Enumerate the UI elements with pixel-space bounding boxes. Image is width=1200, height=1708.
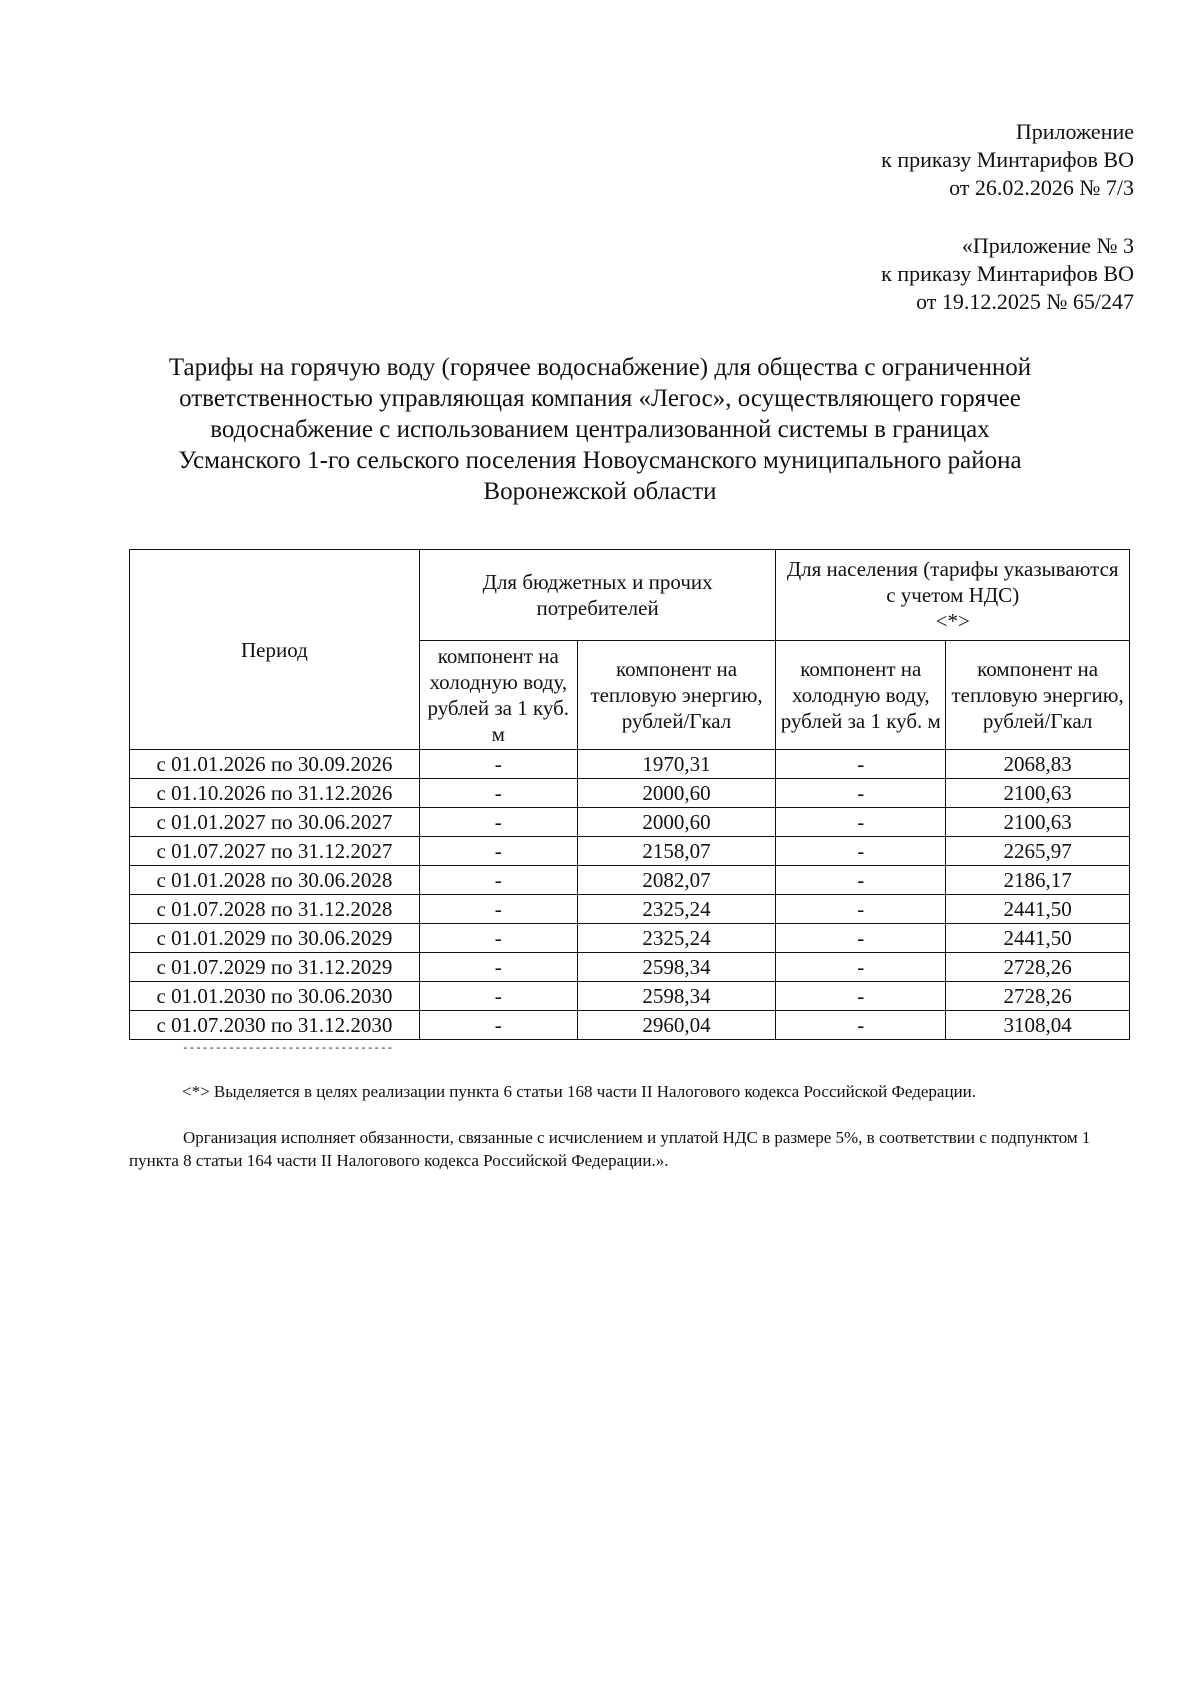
vat-paragraph: Организация исполняет обязанности, связанные с исчислением и уплатой НДС в размере 5%, в соответствии с подпунктом 1 пункта 8 статьи 164 части II Налогового кодекса Российской Федерации.». [129, 1128, 1091, 1170]
period-header: Период [130, 550, 420, 750]
period-cell: с 01.01.2030 по 30.06.2030 [130, 982, 420, 1011]
population-header [776, 550, 1130, 641]
table-row [130, 982, 1130, 1011]
population-heat-cell: 2068,83 [946, 750, 1130, 779]
population-heat-cell: 2100,63 [946, 808, 1130, 837]
table-row [130, 953, 1130, 982]
population-heat-cell: 3108,04 [946, 1011, 1130, 1040]
population-heat-cell: 2728,26 [946, 982, 1130, 1011]
population-heat-cell: 2441,50 [946, 924, 1130, 953]
budget-cold-cell: - [419, 924, 577, 953]
budget-heat-cell: 2325,24 [577, 895, 776, 924]
appendix-label: Приложение [1015, 119, 1134, 144]
budget-cold-cell: - [419, 895, 577, 924]
population-heat-cell: 2728,26 [946, 953, 1130, 982]
budget-heat-cell: 2000,60 [577, 779, 776, 808]
header-text: Для населения (тарифы указываются с учетом НДС) [786, 557, 1119, 607]
header-text: Для бюджетных и прочих потребителей [482, 570, 713, 620]
population-cold-cell: - [776, 779, 946, 808]
period-cell: с 01.01.2027 по 30.06.2027 [130, 808, 420, 837]
appendix-label: «Приложение № 3 [961, 233, 1134, 258]
period-cell: с 01.01.2029 по 30.06.2029 [130, 924, 420, 953]
order-reference: к приказу Минтарифов ВО [881, 261, 1134, 286]
period-cell: с 01.07.2027 по 31.12.2027 [130, 837, 420, 866]
population-cold-cell: - [776, 837, 946, 866]
budget-heat-cell: 2325,24 [577, 924, 776, 953]
table-row [130, 837, 1130, 866]
budget-heat-cell: 2960,04 [577, 1011, 776, 1040]
population-cold-cell: - [776, 1011, 946, 1040]
tariffs-table [129, 549, 1130, 1040]
budget-cold-cell: - [419, 779, 577, 808]
document-title [120, 352, 1080, 507]
population-cold-cell: - [776, 895, 946, 924]
order-date-number: от 19.12.2025 № 65/247 [916, 289, 1134, 314]
budget-cold-cell: - [419, 750, 577, 779]
population-cold-cell: - [776, 866, 946, 895]
population-cold-cell: - [776, 808, 946, 837]
footnote: <*> Выделяется в целях реализации пункта 6 статьи 168 части II Налогового кодекса Российской Федерации. [182, 1082, 977, 1101]
appendix-header-original [881, 232, 1134, 316]
budget-heat-energy-header: компонент на тепловую энергию, рублей/Гкал [577, 641, 776, 750]
budget-consumers-header [419, 550, 776, 641]
budget-heat-cell: 2598,34 [577, 953, 776, 982]
population-cold-cell: - [776, 750, 946, 779]
population-cold-cell: - [776, 982, 946, 1011]
table-row [130, 1011, 1130, 1040]
table-row [130, 779, 1130, 808]
order-reference: к приказу Минтарифов ВО [881, 147, 1134, 172]
period-cell: с 01.01.2026 по 30.09.2026 [130, 750, 420, 779]
population-cold-water-header: компонент на холодную воду, рублей за 1 куб. м [776, 641, 946, 750]
budget-cold-cell: - [419, 808, 577, 837]
budget-heat-cell: 2598,34 [577, 982, 776, 1011]
budget-heat-cell: 2158,07 [577, 837, 776, 866]
period-cell: с 01.10.2026 по 31.12.2026 [130, 779, 420, 808]
period-cell: с 01.01.2028 по 30.06.2028 [130, 866, 420, 895]
budget-heat-cell: 2000,60 [577, 808, 776, 837]
population-heat-cell: 2186,17 [946, 866, 1130, 895]
budget-cold-cell: - [419, 866, 577, 895]
population-heat-cell: 2265,97 [946, 837, 1130, 866]
footnote-separator: -------------------------------- [182, 1043, 394, 1055]
table-row [130, 866, 1130, 895]
period-cell: с 01.07.2028 по 31.12.2028 [130, 895, 420, 924]
title-line: Воронежской области [483, 478, 717, 505]
budget-heat-cell: 2082,07 [577, 866, 776, 895]
budget-cold-cell: - [419, 837, 577, 866]
title-line: Усманского 1-го сельского поселения Новоусманского муниципального района [178, 447, 1022, 474]
budget-cold-cell: - [419, 953, 577, 982]
order-date-number: от 26.02.2026 № 7/3 [949, 175, 1134, 200]
period-cell: с 01.07.2030 по 31.12.2030 [130, 1011, 420, 1040]
budget-cold-cell: - [419, 982, 577, 1011]
table-row [130, 924, 1130, 953]
budget-cold-water-header: компонент на холодную воду, рублей за 1 куб. м [419, 641, 577, 750]
table-row [130, 808, 1130, 837]
population-cold-cell: - [776, 924, 946, 953]
population-heat-cell: 2100,63 [946, 779, 1130, 808]
title-line: Тарифы на горячую воду (горячее водоснабжение) для общества с ограниченной [168, 354, 1032, 381]
budget-cold-cell: - [419, 1011, 577, 1040]
table-row [130, 750, 1130, 779]
title-line: водоснабжение с использованием централизованной системы в границах [210, 416, 990, 443]
title-line: ответственностью управляющая компания «Легос», осуществляющего горячее [179, 385, 1021, 412]
appendix-header-current [881, 118, 1134, 202]
population-heat-energy-header: компонент на тепловую энергию, рублей/Гкал [946, 641, 1130, 750]
population-cold-cell: - [776, 953, 946, 982]
table-row [130, 895, 1130, 924]
footnote-marker: <*> [935, 609, 970, 633]
population-heat-cell: 2441,50 [946, 895, 1130, 924]
budget-heat-cell: 1970,31 [577, 750, 776, 779]
period-cell: с 01.07.2029 по 31.12.2029 [130, 953, 420, 982]
